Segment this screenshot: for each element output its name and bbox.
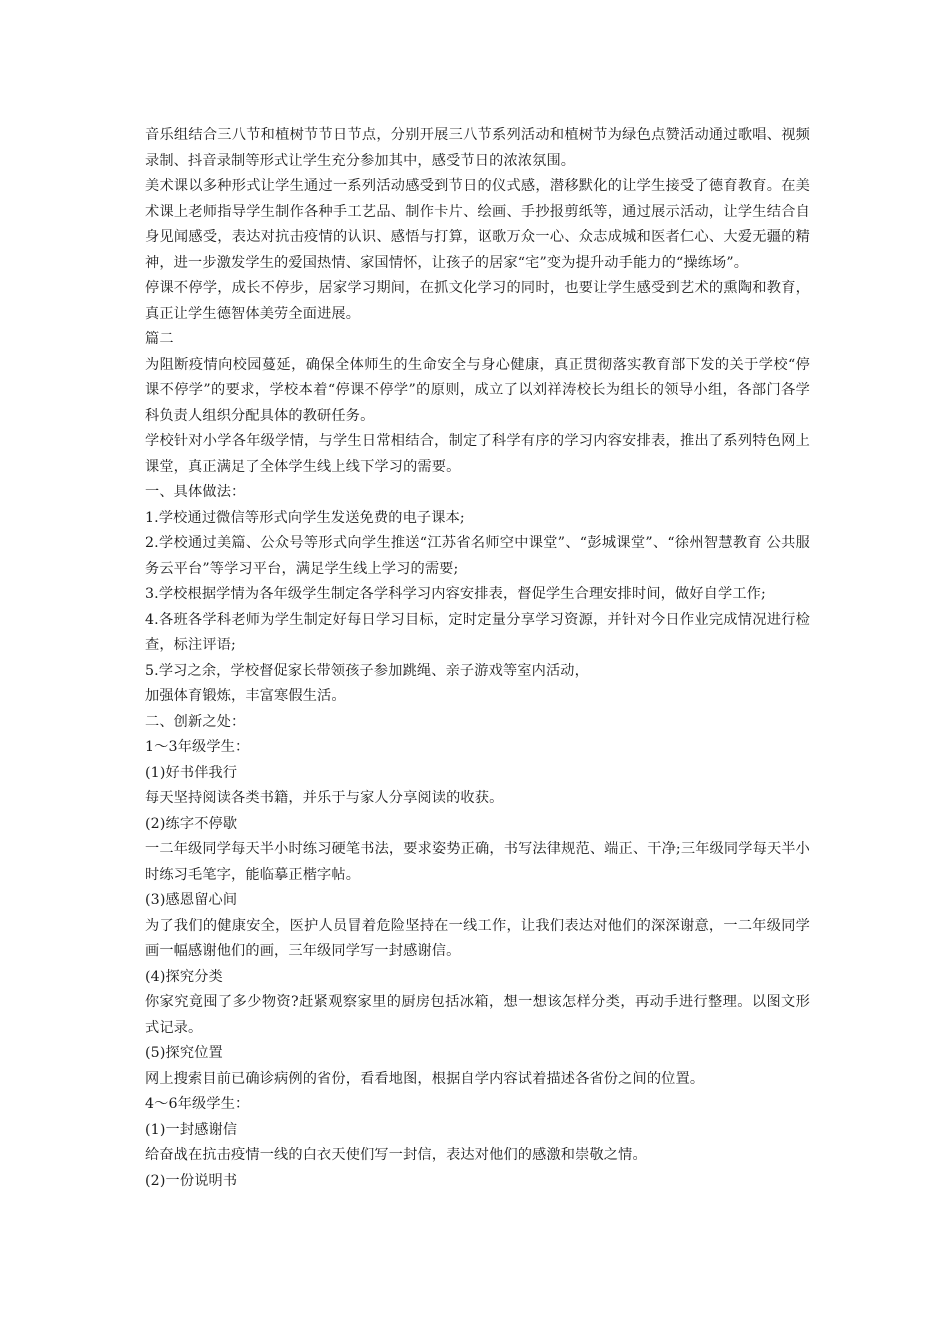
list-item-2: 2.学校通过美篇、公众号等形式向学生推送“江苏省名师空中课堂”、“彭城课堂”、“徐州智慧教育 公共服务云平台”等学习平台，满足学生线上学习的需要; [145, 535, 810, 577]
paragraph-art-class: 美术课以多种形式让学生通过一系列活动感受到节日的仪式感，潜移默化的让学生接受了德育教育。在美术课上老师指导学生制作各种手工艺品、制作卡片、绘画、手抄报剪纸等，通过展示活动，让学生结合自身见闻感受，表达对抗击疫情的认识、感悟与打算，讴歌万众一心、众志成城和医者仁心、大爱无疆的精神，进一步激发学生的爱国热情、家国情怀，让孩子的居家“宅”变为提升动手能力的“操练场”。 [145, 178, 810, 271]
subheading-thank-you-letter: (1)一封感谢信 [145, 1121, 238, 1138]
document-body [145, 123, 810, 1194]
paragraph-prevent-epidemic: 为阻断疫情向校园蔓延，确保全体师生的生命安全与身心健康，真正贯彻落实教育部下发的关于学校“停课不停学”的要求，学校本着“停课不停学”的原则，成立了以刘祥涛校长为组长的领导小组，各部门各学科负责人组织分配具体的教研任务。 [145, 356, 810, 424]
heading-grades-4-6: 4～6年级学生： [145, 1096, 250, 1112]
subheading-location: (5)探究位置 [145, 1045, 223, 1061]
subheading-good-books: (1)好书伴我行 [145, 764, 238, 781]
subheading-classify: (4)探究分类 [145, 968, 223, 985]
list-item-4: 4.各班各学科老师为学生制定好每日学习目标，定时定量分享学习资源，并针对今日作业完成情况进行检查，标注评语; [145, 611, 810, 653]
heading-innovations: 二、创新之处： [145, 713, 246, 730]
paragraph-classify: 你家究竟囤了多少物资?赶紧观察家里的厨房包括冰箱，想一想该怎样分类，再动手进行整理。以图文形式记录。 [145, 994, 810, 1036]
list-item-5: 5.学习之余，学校督促家长带领孩子参加跳绳、亲子游戏等室内活动， [145, 662, 589, 679]
paragraph-school-plan: 学校针对小学各年级学情，与学生日常相结合，制定了科学有序的学习内容安排表，推出了系列特色网上课堂，真正满足了全体学生线上线下学习的需要。 [145, 433, 810, 475]
subheading-instructions: (2)一份说明书 [145, 1172, 238, 1189]
subheading-gratitude: (3)感恩留心间 [145, 892, 238, 908]
heading-grades-1-3: 1～3年级学生： [145, 739, 250, 755]
paragraph-reading: 每天坚持阅读各类书籍，并乐于与家人分享阅读的收获。 [145, 790, 504, 806]
paragraph-stop-class: 停课不停学，成长不停步，居家学习期间，在抓文化学习的同时，也要让学生感受到艺术的熏陶和教育，真正让学生德智体美劳全面进展。 [145, 280, 810, 322]
paragraph-music-group: 音乐组结合三八节和植树节节日节点，分别开展三八节系列活动和植树节为绿色点赞活动通过歌唱、视频录制、抖音录制等形式让学生充分参加其中，感受节日的浓浓氛围。 [145, 127, 810, 169]
list-item-3: 3.学校根据学情为各年级学生制定各学科学习内容安排表，督促学生合理安排时间，做好自学工作; [145, 586, 766, 602]
list-item-5-continued: 加强体育锻炼，丰富寒假生活。 [145, 688, 346, 704]
heading-specific-practices: 一、具体做法： [145, 484, 246, 500]
paragraph-calligraphy: 一二年级同学每天半小时练习硬笔书法，要求姿势正确，书写法律规范、端正、干净;三年级同学每天半小时练习毛笔字，能临摹正楷字帖。 [145, 841, 810, 883]
section-heading-part-two: 篇二 [145, 331, 174, 347]
paragraph-thank-you-letter: 给奋战在抗击疫情一线的白衣天使们写一封信，表达对他们的感激和崇敬之情。 [145, 1147, 647, 1163]
paragraph-location: 网上搜索目前已确诊病例的省份，看看地图，根据自学内容试着描述各省份之间的位置。 [145, 1070, 705, 1087]
subheading-calligraphy: (2)练字不停歇 [145, 815, 238, 832]
list-item-1: 1.学校通过微信等形式向学生发送免费的电子课本; [145, 509, 465, 526]
paragraph-gratitude: 为了我们的健康安全，医护人员冒着危险坚持在一线工作，让我们表达对他们的深深谢意，一二年级同学画一幅感谢他们的画，三年级同学写一封感谢信。 [145, 917, 810, 959]
